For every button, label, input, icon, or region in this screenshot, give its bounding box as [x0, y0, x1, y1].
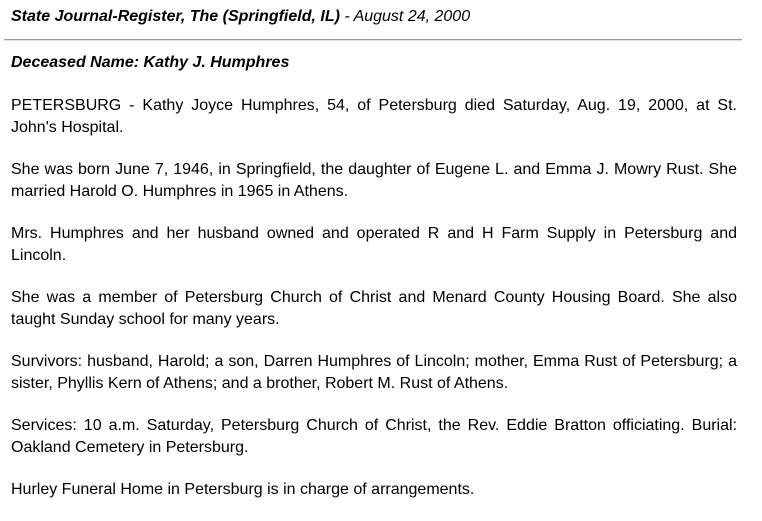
deceased-label: Deceased Name: — [11, 54, 140, 71]
obituary-body — [11, 95, 737, 521]
paragraph-memberships: She was a member of Petersburg Church of Christ and Menard County Housing Board. She also taught Sunday school for many years. — [11, 289, 737, 328]
publication-source: State Journal-Register, The (Springfield, IL) — [11, 8, 340, 25]
deceased-name: Kathy J. Humphres — [143, 54, 290, 71]
paragraph-arrangements: Hurley Funeral Home in Petersburg is in charge of arrangements. — [11, 481, 475, 498]
publication-header — [11, 8, 470, 26]
paragraph-birth-marriage: She was born June 7, 1946, in Springfield, the daughter of Eugene L. and Emma J. Mowry Rust. She married Harold O. Humphres in 1965 in Athens. — [11, 161, 737, 200]
paragraph-death-notice: PETERSBURG - Kathy Joyce Humphres, 54, of Petersburg died Saturday, Aug. 19, 2000, at St. John's Hospital. — [11, 97, 737, 136]
publication-date: August 24, 2000 — [353, 8, 471, 25]
deceased-name-line — [11, 54, 289, 72]
header-separator: - — [339, 8, 354, 25]
paragraph-business: Mrs. Humphres and her husband owned and operated R and H Farm Supply in Petersburg and Lincoln. — [11, 225, 737, 264]
paragraph-services: Services: 10 a.m. Saturday, Petersburg Church of Christ, the Rev. Eddie Bratton officiating. Burial: Oakland Cemetery in Petersburg. — [11, 417, 737, 456]
header-divider — [4, 39, 742, 41]
paragraph-survivors: Survivors: husband, Harold; a son, Darren Humphres of Lincoln; mother, Emma Rust of Petersburg; a sister, Phyllis Kern of Athens; and a brother, Robert M. Rust of Athens. — [11, 353, 737, 392]
